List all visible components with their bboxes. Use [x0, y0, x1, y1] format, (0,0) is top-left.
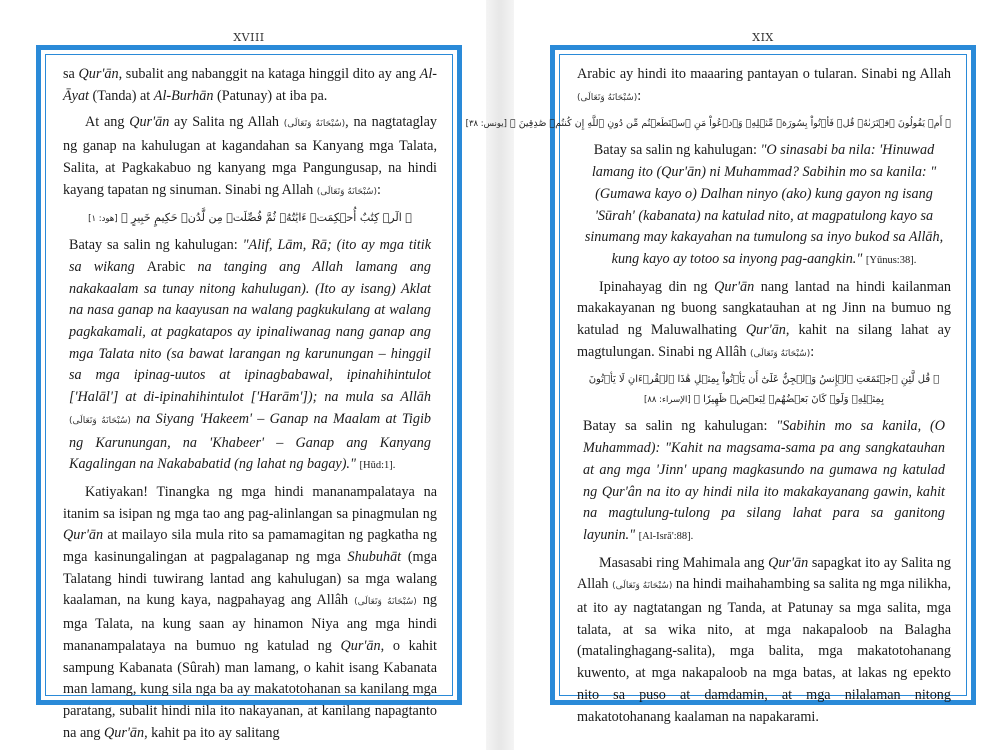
honorific: (سُبْحَانَهُ وَتَعَالَى)	[283, 119, 346, 130]
left-page	[14, 0, 484, 750]
page-frame	[36, 45, 462, 741]
translation-block: Batay sa salin ng kahulugan: "O sinasabi ba nila: 'Hinuwad lamang ito (Qur'ān) ni Muhammad? Sabihin mo sa kanila: "(Gumawa kayo o) Dalhan ninyo (ako) kung gayon ng isang 'Sūrah' (kabanata) na katulad nito, at magpatulong kayo sa sinumang may kakayahan na tumulong sa inyo bukod sa Allāh, kung kayo ay totoo sa inyong pag-aangkin." [Yūnus:38].	[584, 142, 944, 267]
paragraph: sa Qur'ān, subalit ang nabanggit na kataga hinggil dito ay ang Al-Āyat (Tanda) at Al-Burhān (Patunay) at iba pa.	[63, 66, 437, 104]
paragraph: Ipinahayag din ng Qur'ān nang lantad na hindi kailanman makakayanan ng buong sangkatauhan at ng Jinn na bumuo ng katulad ng Maluwalhating Qur'ān, kahit na silang lahat ay magtulungan. Sinabi ng Allâh (سُبْحَانَهُ وَتَعَالَى):	[577, 278, 952, 360]
honorific: (سُبْحَانَهُ وَتَعَالَى)	[612, 581, 673, 592]
paragraph: Katiyakan! Tinangka ng mga hindi mananampalataya na itanim sa isipan ng mga tao ang pag-alinlangan sa pinagmulan ng Qur'ān at mailayo sila mula rito sa pamamagitan ng pagkatha ng mga kasinungalingan at pagpalaganap ng mga Shubuhāt (mga Talatang hindi tuwirang lantad ang kahulugan) sa mga walang kaalaman, na kung kaya, nagpahayag ang Allâh (سُبْحَانَهُ وَتَعَالَى) ng mga Talata, na kung saan ay hinamon Niya ang mga hindi mananampalataya na bumuo ng katulad ng Qur'ān, o kahit sampung Kabanata (Sûrah) man lamang, o kahit isang Kabanata man lamang, kung sila nga ba ay makatotohanan sa kanilang mga paratang, subalit hindi nila ito nakayanan, at kanilang napagtanto na ang Qur'ān, kahit pa ito ay salitang	[63, 483, 438, 741]
honorific: (سُبْحَانَهُ وَتَعَالَى)	[577, 92, 638, 103]
verse-reference: [هود: ١]	[88, 214, 118, 225]
citation: [Yūnus:38].	[865, 254, 917, 266]
honorific: (سُبْحَانَهُ وَتَعَالَى)	[354, 597, 417, 608]
honorific: (سُبْحَانَهُ وَتَعَالَى)	[750, 348, 811, 359]
honorific: (سُبْحَانَهُ وَتَعَالَى)	[316, 186, 377, 197]
citation: [Al-Isrā':88].	[638, 530, 694, 542]
verse-reference: [الإسراء: ٨٨]	[643, 395, 691, 406]
right-page	[465, 0, 998, 750]
page-content	[465, 64, 952, 725]
book-gutter	[486, 0, 514, 750]
citation: [Hūd:1].	[359, 460, 396, 472]
quran-verse: ﴿ أَمۡ يَقُولُونَ ٱفۡتَرَىٰهُۖ قُلۡ فَأۡتُواْ بِسُورَةٖ مِّثۡلِهِۦ وَٱدۡعُواْ مَنِ ٱسۡتَطَعۡتُم مِّن دُونِ ٱللَّهِ إِن كُنتُمۡ صَٰدِقِينَ ﴾ [يونس: ٣٨]	[465, 118, 951, 130]
honorific: (سُبْحَانَهُ وَتَعَالَى)	[69, 415, 131, 426]
paragraph: Masasabi ring Mahimala ang Qur'ān sapagkat ito ay Salita ng Allah (سُبْحَانَهُ وَتَعَالَى) na hindi maihahambing sa salita ng mga nilikha, at ito ay nagtatangan ng Tanda, at Patunay sa mga salita, mga talata, at sa wika nito, at mga nakapaloob na Balagha (matalinghagang-salita), mga balita, mga makatotohanang kuwento, at mga nakapaloob na mga batas, at lakas ng epekto nito sa puso at damdamin, at mga nilalaman nitong makatotohanang kaalaman na napakarami.	[577, 554, 951, 725]
paragraph: Arabic ay hindi ito maaaring pantayan o tularan. Sinabi ng Allah (سُبْحَانَهُ وَتَعَالَى):	[577, 66, 951, 104]
quran-verse: ﴿ قُل لَّئِنِ ٱجۡتَمَعَتِ ٱلۡإِنسُ وَٱلۡجِنُّ عَلَىٰٓ أَن يَأۡتُواْ بِمِثۡلِ هَٰذَا ٱلۡقُرۡءَانِ لَا يَأۡتُونَ بِمِثۡلِهِۦ وَلَوۡ كَانَ بَعۡضُهُمۡ لِبَعۡضٖ ظَهِيرٗا ﴾ [الإسراء: ٨٨]	[588, 374, 940, 406]
translation-block: Batay sa salin ng kahulugan: "Sabihin mo sa kanila, (O Muhammad): "Kahit na magsama-sama pa ang sangkatauhan at ang mga 'Jinn' upang magkasundo na gumawa ng katulad ng Qur'ân na ito ay hindi nila ito makakayanang gawin, kahit na magtulung-tulong pa silang lahat para sa ganitong layunin." [Al-Isrā':88].	[583, 418, 945, 543]
page-number: XIX	[752, 31, 774, 44]
quran-verse: ﴿ الٓرۚ كِتَٰبٌ أُحۡكِمَتۡ ءَايَٰتُهُۥ ثُمَّ فُصِّلَتۡ مِن لَّدُنۡ حَكِيمٍ خَبِيرٍ ﴾ [هود: ١]	[88, 211, 412, 225]
page-frame	[465, 45, 976, 725]
page-content	[63, 64, 438, 741]
page-number: XVIII	[233, 31, 265, 44]
translation-block: Batay sa salin ng kahulugan: "Alif, Lām, Rā; (ito ay mga titik sa wikang Arabic na tanging ang Allah lamang ang nakakaalam sa tunay nitong kahulugan). (Ito ay isang) Aklat na nasa ganap na kaayusan na walang pagkukulang at walang pagkakamali, at pagkatapos ay ipinaliwanag nang ganap ang mga Talata nito (sa bawat larangan ng karunungan – hinggil sa mga ipinag-uutos at ipinagbabawal, ipinahihintulot ['Halāl'] at di-ipinahihintulot ['Harām']); na mula sa Allāh (سُبْحَانَهُ وَتَعَالَى) na Siyang 'Hakeem' – Ganap na Maalam at Tigib ng Karunungan, na 'Khabeer' – Ganap ang Kanyang Kagalingan na Nakababatid (ng lahat ng bagay)." [Hūd:1].	[69, 237, 431, 473]
verse-reference: [يونس: ٣٨]	[465, 119, 507, 130]
paragraph: At ang Qur'ān ay Salita ng Allah (سُبْحَانَهُ وَتَعَالَى), na nagtataglay ng ganap na kahulugan at kagandahan sa Kanyang mga Talata, Salita, at Pagkakabuo ng kanyang mga Pangungusap, na hindi kayang tapatan ng sinuman. Sinabi ng Allah (سُبْحَانَهُ وَتَعَالَى):	[63, 114, 438, 198]
